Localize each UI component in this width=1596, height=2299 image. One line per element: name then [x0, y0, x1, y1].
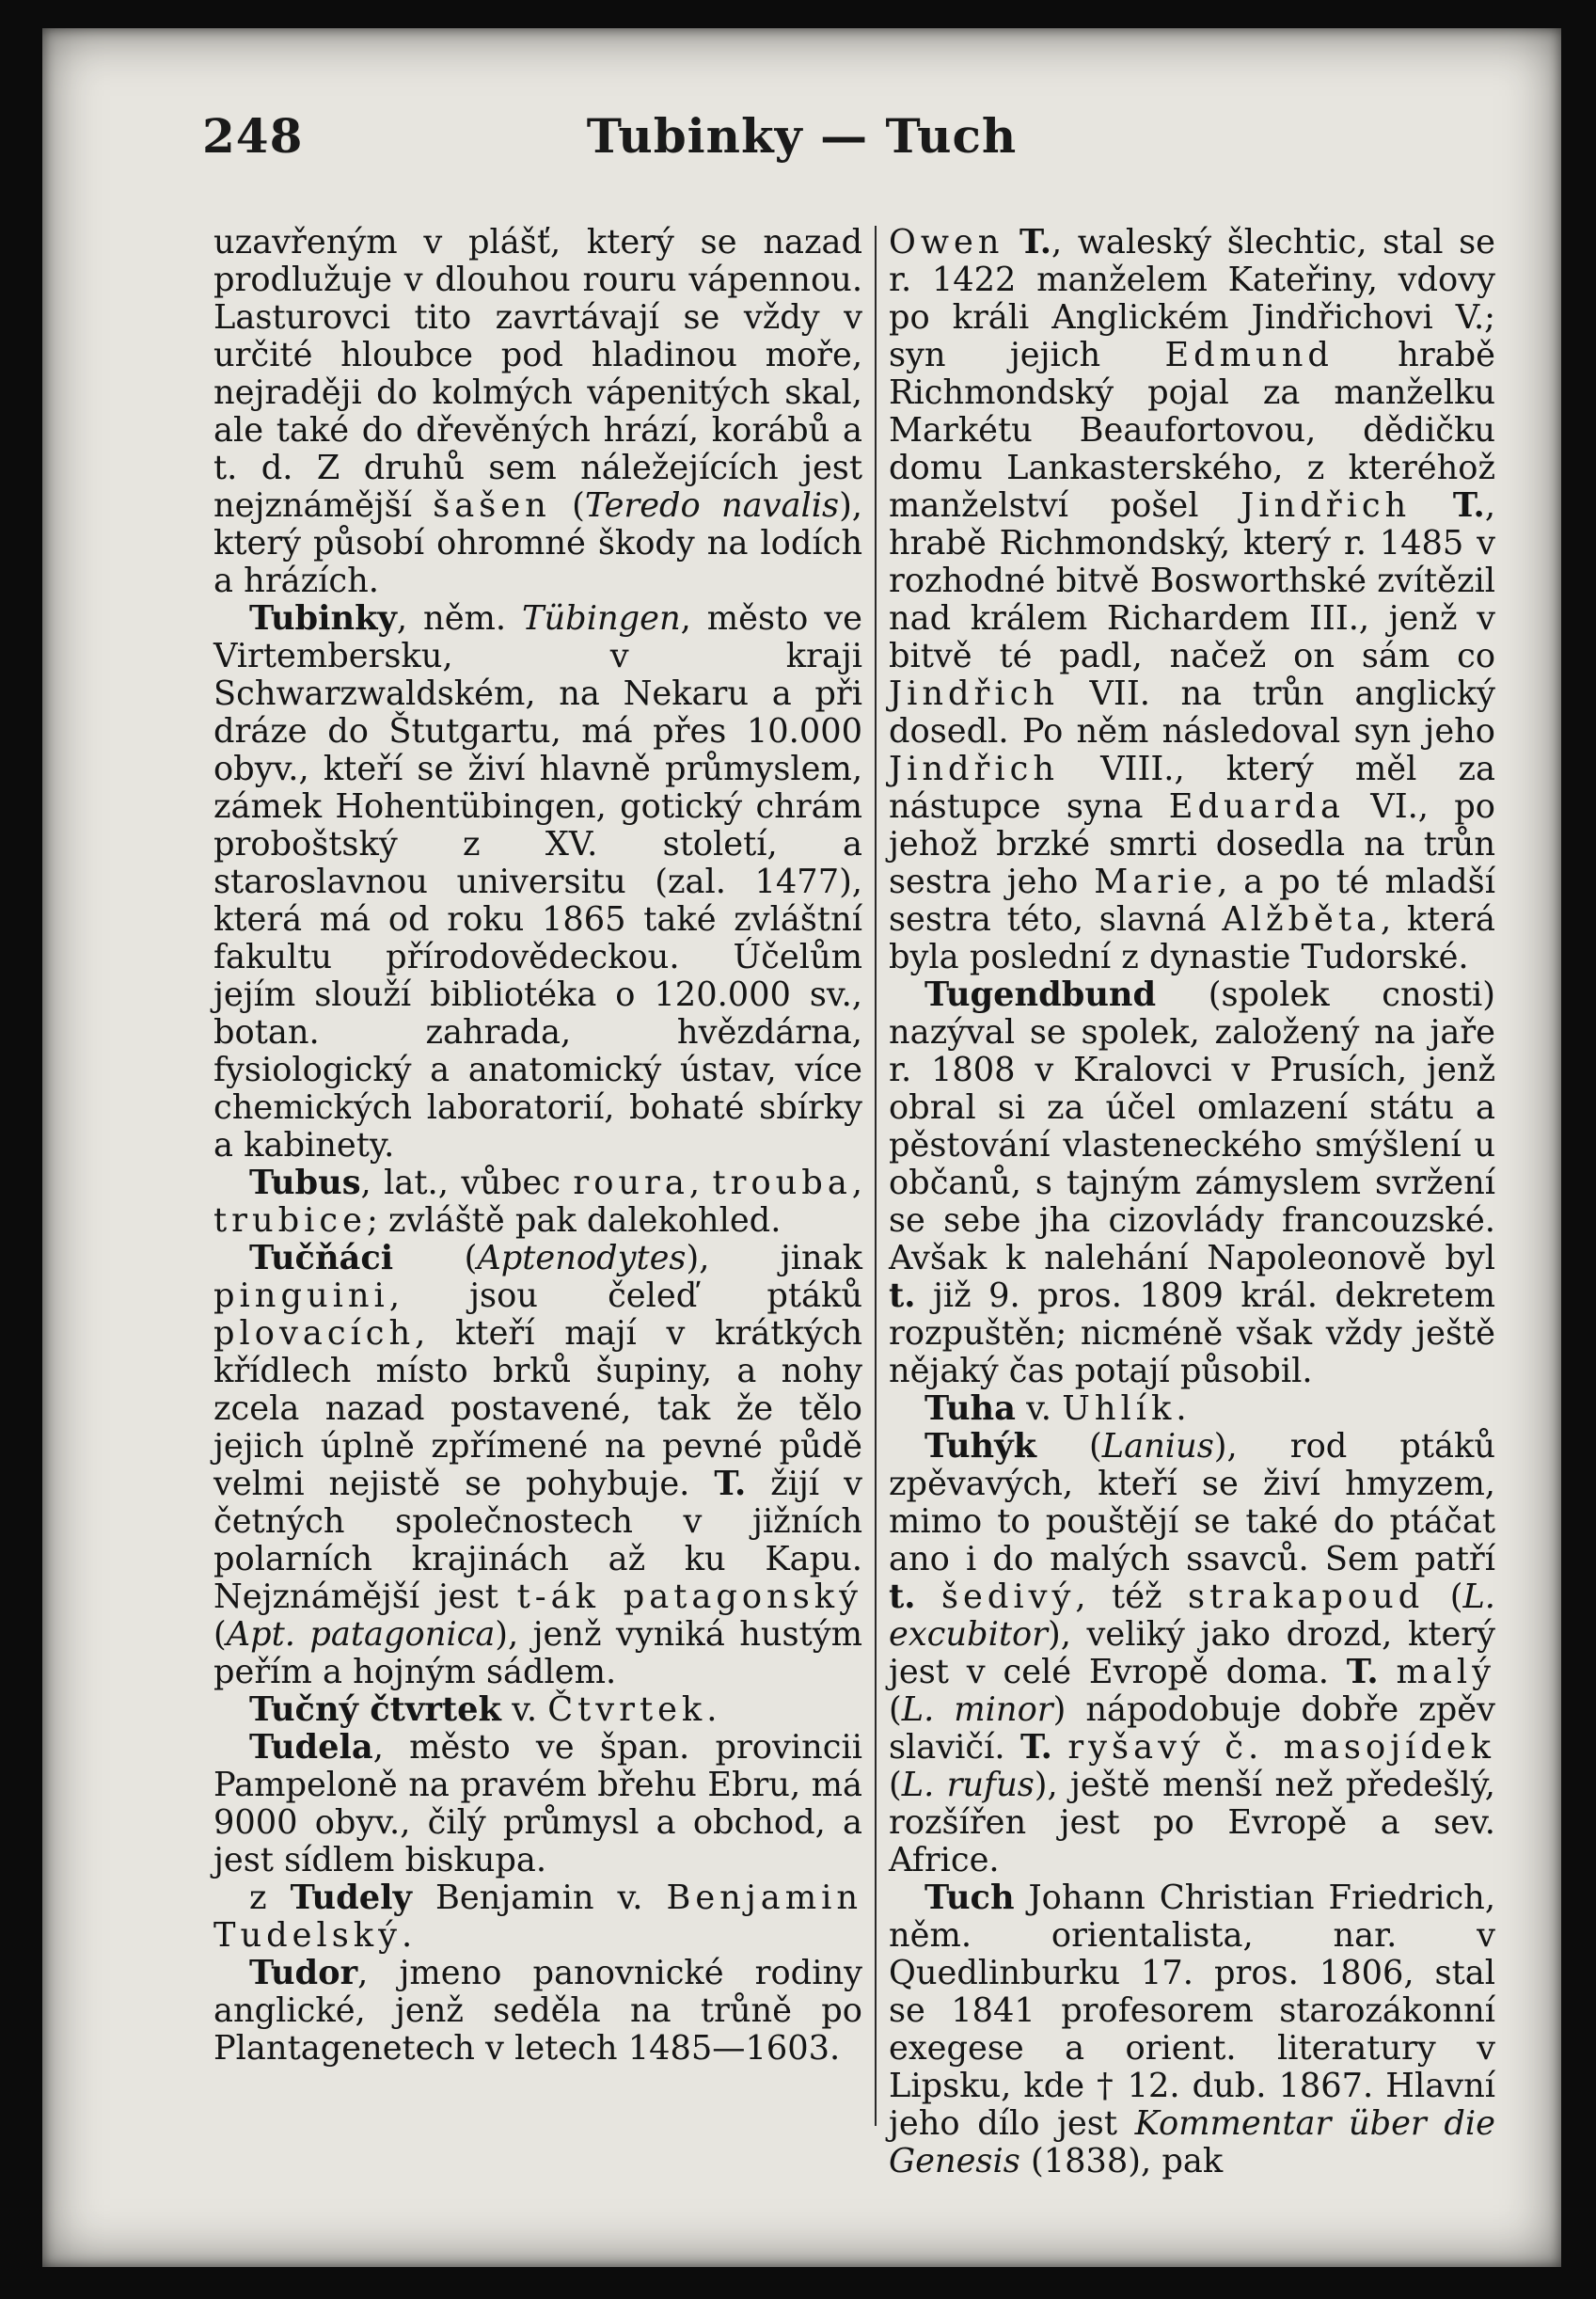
entry-tuhyk [889, 1428, 1495, 1879]
latin-name: L. excubitor [889, 1578, 1495, 1654]
spaced-term: malý [1396, 1653, 1495, 1691]
text: , a po té mladší sestra této, slavná [889, 863, 1495, 939]
text: , [688, 1164, 713, 1202]
text: , waleský šlechtic, stal se r. 1422 manželem Kateřiny, vdovy po králi Anglickém Jindřichovi V.; syn jejich [889, 223, 1496, 374]
book-page [42, 28, 1561, 2267]
spaced-term: šedivý [940, 1578, 1076, 1616]
text: ; zvláště pak dalekohled. [366, 1201, 782, 1240]
abbrev-bold: T. [1019, 223, 1051, 262]
text: ), jenž vyniká hustým peřím a hojným sádlem. [213, 1615, 862, 1691]
spaced-term: roura [573, 1164, 689, 1202]
text: , jmeno panovnické rodiny anglické, jenž seděla na trůně po Plantagenetech v letech 1485—1603. [213, 1954, 862, 2068]
spaced-term: Jindřich [1240, 486, 1412, 525]
text: , která byla poslední z dynastie Tudorské. [889, 900, 1495, 976]
text: ( [550, 486, 585, 525]
text: VIII., který měl za nástupce syna [889, 750, 1495, 826]
text: uzavřeným v plášť, který se nazad prodlužuje v dlouhou rouru vápennou. Lasturovci tito zavrtávají se vždy v určité hloubce pod hladinou moře, nejraději do kolmých vápenitých skal, ale také do dřevěných hrází, korábů a t. d. Z druhů sem náležejících jest nejznámější [213, 223, 862, 525]
spaced-term: trubice [213, 1201, 367, 1240]
entry-continuation [889, 224, 1495, 976]
text: , město ve Virtembersku, v kraji Schwarzwaldském, na Nekaru a při dráze do Štutgartu, má přes 10.000 obyv., kteří se živí hlavně průmyslem, zámek Hohentübingen, gotický chrám proboštský z XV. století, a staroslavnou universitu (zal. 1477), která má od roku 1865 také zvláštní fakultu přírodovědeckou. Účelům jejím slouží bibliotéka o 120.000 sv., botan. zahrada, hvězdárna, fysiologický a anatomický ústav, více chemických laboratorií, bohaté sbírky a kabinety. [213, 599, 862, 1165]
text: ) nápodobuje dobře zpěv slavičí. [889, 1690, 1495, 1767]
abbrev-bold: t. [889, 1276, 916, 1315]
spaced-term: Eduarda [1168, 787, 1345, 826]
entry-tugendbund [889, 976, 1495, 1390]
spaced-term: Edmund [1164, 336, 1334, 374]
entry-headword: Tuhýk [924, 1427, 1036, 1466]
spaced-term: Owen [889, 223, 1004, 262]
entry-tudor [213, 1955, 862, 2068]
text: žijí v četných společnostech v jižních polarních krajinách až ku Kapu. Nejznámější jest [213, 1465, 862, 1616]
text [1052, 1728, 1067, 1767]
latin-name: Apt. patagonica [226, 1615, 496, 1654]
entry-headword: Tuch [924, 1879, 1015, 1917]
entry-headword: Tučný čtvrtek [249, 1690, 501, 1729]
text: již 9. pros. 1809 král. dekretem rozpuštěn; nicméně však vždy ještě nějaký čas potají působil. [889, 1276, 1495, 1390]
entry-tubinky [213, 600, 862, 1165]
spaced-term: Marie [1094, 863, 1218, 901]
entry-tuch [889, 1879, 1495, 2180]
abbrev-bold: T. [714, 1465, 747, 1503]
latin-name: L. minor [901, 1690, 1053, 1729]
latin-name: Teredo navalis [584, 486, 840, 525]
text: ( [889, 1766, 902, 1804]
spaced-term: šašen [433, 486, 551, 525]
text: . [1176, 1389, 1187, 1428]
entry-tudely [213, 1879, 862, 1955]
cross-reference: Benjamin Tudelský [213, 1879, 862, 1955]
foreign-term: Tübingen [522, 599, 681, 638]
cross-reference: Uhlík [1062, 1389, 1177, 1428]
spaced-term: Jindřich [889, 750, 1059, 788]
text [1379, 1653, 1397, 1691]
entry-tucnaci [213, 1240, 862, 1691]
abbrev-bold: T. [1452, 486, 1485, 525]
text [1003, 223, 1019, 262]
running-head: Tubinky — Tuch [586, 108, 1018, 164]
spaced-term: Jindřich [889, 674, 1059, 713]
entry-continuation [213, 224, 862, 600]
spaced-term: strakapoud [1188, 1578, 1425, 1616]
page-header [42, 108, 1561, 174]
latin-name: L. rufus [901, 1766, 1035, 1804]
text: ), veliký jako drozd, který jest v celé Evropě doma. [889, 1615, 1495, 1691]
cross-reference: Čtvrtek [547, 1690, 707, 1729]
text: , též [1075, 1578, 1189, 1616]
text [916, 1578, 941, 1616]
entry-tucny-ctvrtek [213, 1691, 862, 1729]
text: (1838), pak [1019, 2142, 1224, 2180]
text: , něm. [396, 599, 523, 638]
text: Johann Christian Friedrich, něm. orientalista, nar. v Quedlinburku 17. pros. 1806, stal se 1841 profesorem starozákonní exegese a orient. literatury v Lipsku, kde † 12. dub. 1867. Hlavní jeho dílo jest [889, 1879, 1495, 2143]
spaced-term: trouba [712, 1164, 852, 1202]
entry-headword: Tudely [290, 1879, 412, 1917]
text: VI., po jehož brzké smrti dosedla na trůn sestra jeho [889, 787, 1495, 901]
spaced-term: plovacích [213, 1314, 416, 1353]
text: ( [1424, 1578, 1463, 1616]
spaced-term: pinguini [213, 1276, 389, 1315]
entry-headword: Tudor [249, 1954, 358, 1992]
text [1411, 486, 1453, 525]
entry-headword: Tučňáci [249, 1239, 394, 1277]
text: ), jinak [686, 1239, 862, 1277]
text: z [249, 1879, 291, 1917]
text: ( [213, 1615, 227, 1654]
text: , město ve špan. provincii Pampeloně na pravém břehu Ebru, má 9000 obyv., čilý průmysl a obchod, a jest sídlem biskupa. [213, 1728, 862, 1879]
spaced-term: ryšavý č. masojídek [1067, 1728, 1495, 1767]
text: VII. na trůn anglický dosedl. Po něm následoval syn jeho [889, 674, 1495, 751]
text: . [402, 1916, 413, 1955]
text: v. [1015, 1389, 1063, 1428]
page-number: 248 [202, 108, 304, 164]
text: ( [393, 1239, 478, 1277]
right-column [889, 224, 1495, 2180]
text: ), ještě menší než předešlý, rozšířen jest po Evropě a sev. Africe. [889, 1766, 1495, 1879]
text: v. [500, 1690, 548, 1729]
entry-tuha [889, 1390, 1495, 1428]
text: Benjamin v. [411, 1879, 667, 1917]
book-title: Kommentar über die Genesis [889, 2104, 1495, 2180]
spaced-term: t-ák patagonský [516, 1578, 862, 1616]
entry-headword: Tubus [249, 1164, 361, 1202]
text: , kteří mají v krátkých křídlech místo brků šupiny, a nohy zcela nazad postavené, tak že tělo jejich úplně zpřímené na pevné půdě velmi nejistě se pohybuje. [213, 1314, 862, 1503]
text: . [706, 1690, 718, 1729]
text: , lat., vůbec [360, 1164, 574, 1202]
latin-name: Lanius [1101, 1427, 1214, 1466]
text: , [851, 1164, 862, 1202]
text: ( [889, 1690, 902, 1729]
left-column [213, 224, 862, 2068]
column-divider [875, 226, 877, 2126]
spaced-term: Alžběta [1222, 900, 1381, 939]
text: hrabě Richmondský pojal za manželku Markétu Beaufortovou, dědičku domu Lankasterského, z kteréhož manželství pošel [889, 336, 1495, 525]
text: ), který působí ohromné škody na lodích a hrázích. [213, 486, 862, 600]
abbrev-bold: T. [1346, 1653, 1379, 1691]
text: , hrabě Richmondský, který r. 1485 v rozhodné bitvě Bosworthské zvítězil nad králem Richardem III., jenž v bitvě té padl, načež on sám co [889, 486, 1495, 675]
abbrev-bold: T. [1020, 1728, 1052, 1767]
abbrev-bold: t. [889, 1578, 916, 1616]
latin-name: Aptenodytes [477, 1239, 687, 1277]
entry-headword: Tugendbund [924, 975, 1157, 1014]
entry-headword: Tuha [924, 1389, 1016, 1428]
text: ), rod ptáků zpěvavých, kteří se živí hmyzem, mimo to pouštějí se také do ptáčat ano i do malých ssavců. Sem patří [889, 1427, 1495, 1578]
entry-headword: Tudela [249, 1728, 373, 1767]
entry-tubus [213, 1165, 862, 1240]
text: (spolek cnosti) nazýval se spolek, založený na jaře r. 1808 v Kralovci v Prusích, jenž obral si za účel omlazení státu a pěstování vlasteneckého smýšlení u občanů, s tajným zámyslem svržení se sebe jha cizovlády francouzské. Avšak k nalehání Napoleonově byl [889, 975, 1495, 1277]
text: ( [1035, 1427, 1102, 1466]
entry-tudela [213, 1729, 862, 1879]
text: , jsou čeleď ptáků [388, 1276, 862, 1315]
entry-headword: Tubinky [249, 599, 397, 638]
